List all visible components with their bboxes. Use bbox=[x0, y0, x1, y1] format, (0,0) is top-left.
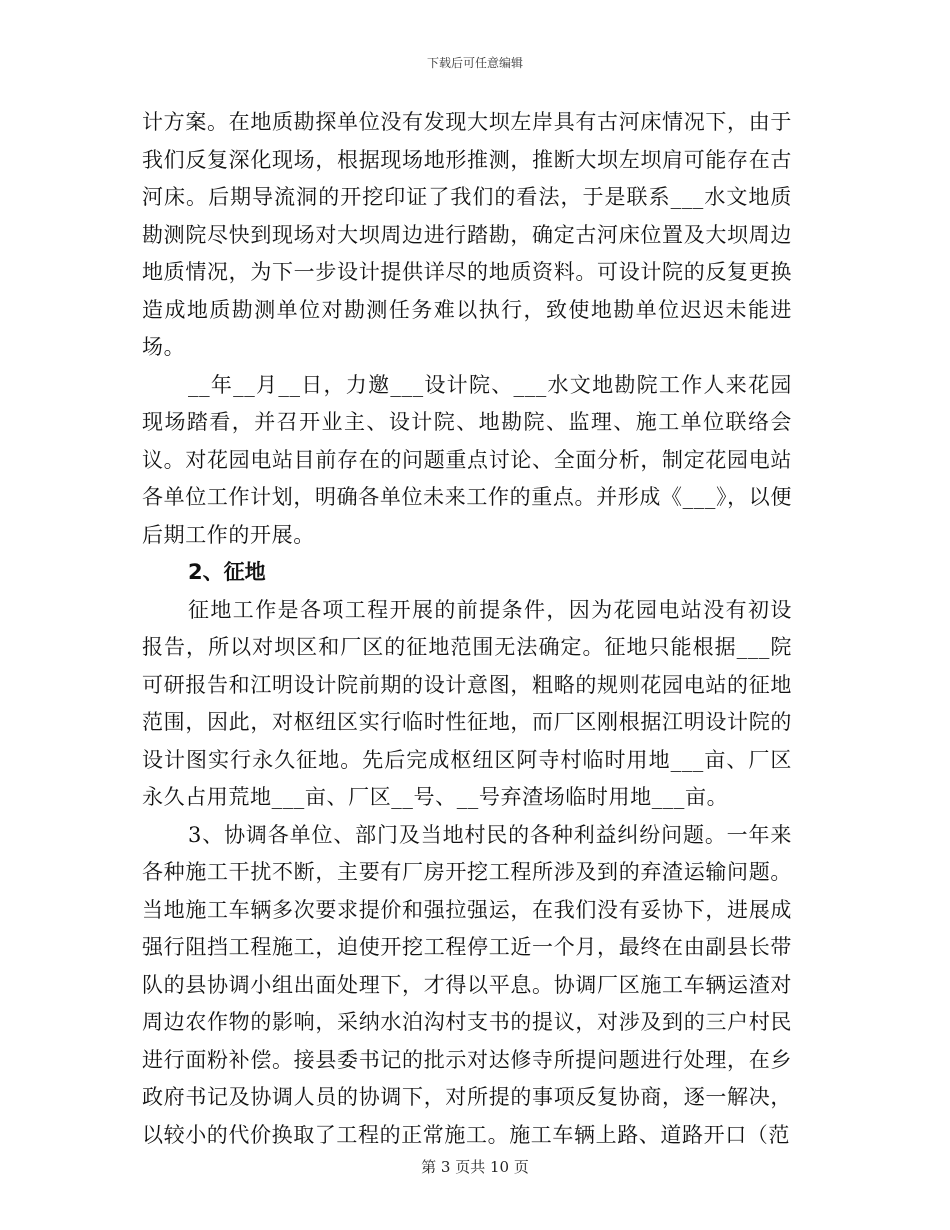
page-footer: 第 3 页共 10 页 bbox=[421, 1158, 529, 1176]
paragraph-design-plan: 计方案。在地质勘探单位没有发现大坝左岸具有古河床情况下，由于我们反复深化现场，根据现场地形推测，推断大坝左坝肩可能存在古河床。后期导流洞的开挖印证了我们的看法，于是联系___水文地质勘测院尽快到现场对大坝周边进行踏勘，确定古河床位置及大坝周边地质情况，为下一步设计提供详尽的地质资料。可设计院的反复更换造成地质勘测单位对勘测任务难以执行，致使地勘单位迟迟未能进场。 bbox=[142, 110, 792, 359]
paragraph-coordination: 3、协调各单位、部门及当地村民的各种利益纠纷问题。一年来各种施工干扰不断，主要有厂房开挖工程所涉及到的弃渣运输问题。当地施工车辆多次要求提价和强拉强运，在我们没有妥协下，进展成强行阻挡工程施工，迫使开挖工程停工近一个月，最终在由副县长带队的县协调小组出面处理下，才得以平息。协调厂区施工车辆运渣对周边农作物的影响，采纳水泊沟村支书的提议，对涉及到的三户村民进行面粉补偿。接县委书记的批示对达修寺所提问题进行处理，在乡政府书记及协调人员的协调下，对所提的事项反复协商，逐一解决，以较小的代价换取了工程的正常施工。施工车辆上路、道路开口（范 bbox=[142, 822, 792, 1147]
document-body bbox=[142, 104, 792, 1154]
section-heading-land-acquisition: 2、征地 bbox=[188, 560, 266, 584]
paragraph-site-meeting: __年__月__日，力邀___设计院、___水文地勘院工作人来花园现场踏看，并召开业主、设计院、地勘院、监理、施工单位联络会议。对花园电站目前存在的问题重点讨论、全面分析，制定花园电站各单位工作计划，明确各单位未来工作的重点。并形成《___》，以便后期工作的开展。 bbox=[142, 372, 792, 547]
paragraph-land-acquisition: 征地工作是各项工程开展的前提条件，因为花园电站没有初设报告，所以对坝区和厂区的征地范围无法确定。征地只能根据___院可研报告和江明设计院前期的设计意图，粗略的规则花园电站的征地范围，因此，对枢纽区实行临时性征地，而厂区刚根据江明设计院的设计图实行永久征地。先后完成枢纽区阿寺村临时用地___亩、厂区永久占用荒地___亩、厂区__号、__号弃渣场临时用地___亩。 bbox=[142, 597, 792, 809]
page-header: 下载后可任意编辑 bbox=[426, 56, 523, 70]
